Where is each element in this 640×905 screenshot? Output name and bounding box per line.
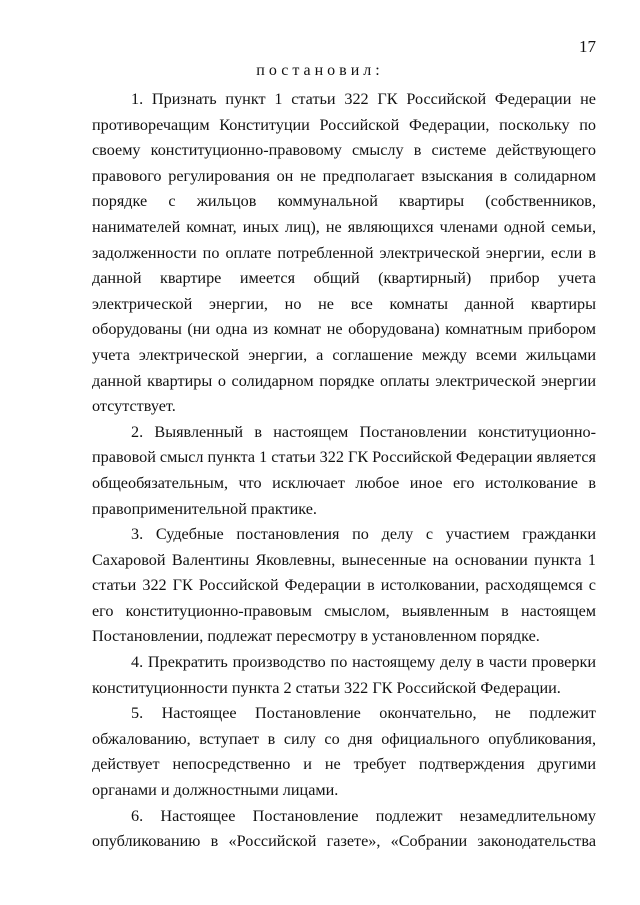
paragraph-2: 2. Выявленный в настоящем Постановлении конституционно-правовой смысл пункта 1 статьи 322 ГК Российской Федерации является общеобязательным, что исключает любое иное его истолкование в правоприменительной практике. (92, 422, 596, 518)
paragraph-1: 1. Признать пункт 1 статьи 322 ГК Российской Федерации не противоречащим Конституции Российской Федерации, поскольку по своему конституционно-правовому смыслу в системе действующего правового регулирования он не предполагает взыскания в солидарном порядке с жильцов коммунальной квартиры (собственников, нанимателей комнат, иных лиц), не являющихся членами одной семьи, задолженности по оплате потребленной электрической энергии, если в данной квартире имеется общий (квартирный) прибор учета электрической энергии, но не все комнаты данной квартиры оборудованы (ни одна из комнат не оборудована) комнатным прибором учета электрической энергии, а соглашение между всеми жильцами данной квартиры о солидарном порядке оплаты электрической энергии отсутствует. (92, 90, 596, 416)
paragraph-3: 3. Судебные постановления по делу с участием гражданки Сахаровой Валентины Яковлевны, вынесенные на основании пункта 1 статьи 322 ГК Российской Федерации в истолковании, расходящемся с его конституционно-правовым смыслом, выявленным в настоящем Постановлении, подлежат пересмотру в установленном порядке. (92, 525, 596, 646)
paragraph-5: 5. Настоящее Постановление окончательно, не подлежит обжалованию, вступает в силу со дня официального опубликования, действует непосредственно и не требует подтверждения другими органами и должностными лицами. (92, 704, 596, 800)
paragraph-6: 6. Настоящее Постановление подлежит незамедлительному опубликованию в «Российской газете», «Собрании законодательства (92, 806, 596, 851)
resolution-body (92, 87, 596, 855)
page-number: 17 (579, 37, 596, 56)
resolution-heading: постановил: (256, 62, 384, 79)
paragraph-4: 4. Прекратить производство по настоящему делу в части проверки конституционности пункта 2 статьи 322 ГК Российской Федерации. (92, 653, 596, 697)
